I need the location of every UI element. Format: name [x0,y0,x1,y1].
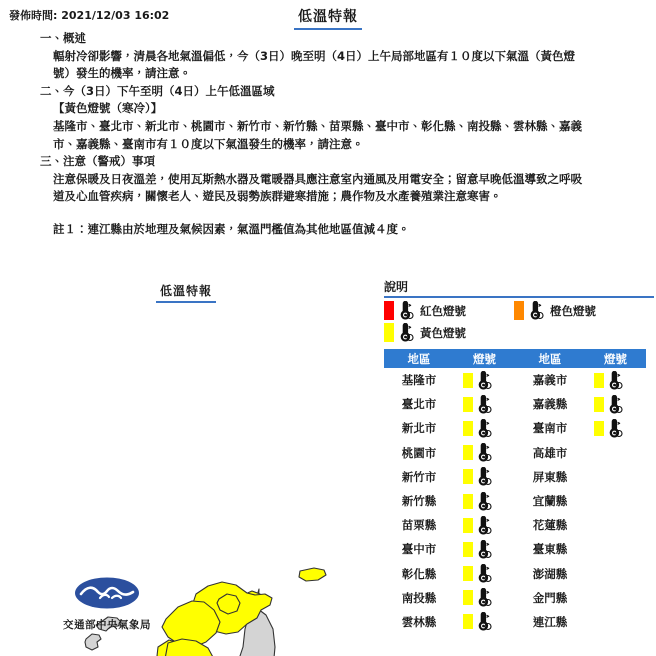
region-name: 屏東縣 [532,469,568,484]
section3-heading: 三、注意（警戒）事項 [40,154,155,169]
section1-heading: 一、概述 [40,31,86,45]
region-signal [454,588,515,607]
table-row [384,586,515,610]
legend-label-orange: 橙色燈號 [550,303,596,318]
section3-line2: 道及心血管疾病，關懷老人、遊民及弱勢族群避寒措施；農作物及水產養殖業注意寒害。 [53,189,502,204]
table-row [384,416,515,440]
region-name: 高雄市 [532,445,568,460]
region-signal [454,564,515,583]
thermometer-icon [475,395,492,414]
table-row [515,368,646,392]
report-note-1: 註１：連江縣由於地理及氣候因素，氣溫門檻值為其他地區值減４度。 [53,221,410,236]
signal-swatch [463,494,473,509]
section3-line1: 注意保暖及日夜溫差，使用瓦斯熱水器及電暖器具應注意室內通風及用電安全；留意早晚低溫導致之呼吸 [53,171,582,186]
signal-swatch [463,518,473,533]
table-row [384,392,515,416]
table-row [384,465,515,489]
table-row [515,416,646,440]
legend-swatch-yellow [384,323,394,342]
legend-label-yellow: 黃色燈號 [420,325,466,340]
table-row [515,489,646,513]
region-name: 臺北市 [401,397,437,412]
column-header-region: 地區 [407,351,431,366]
table-row [384,513,515,537]
region-name: 連江縣 [532,614,568,629]
table-row [515,537,646,561]
page-title-text: 低溫特報 [294,6,362,30]
region-name: 臺中市 [401,542,437,557]
region-name: 桃園市 [401,445,437,460]
region-name: 花蓮縣 [532,518,568,533]
region-signal [454,467,515,486]
report-body [40,30,640,239]
signal-swatch [463,373,473,388]
thermometer-icon [475,443,492,462]
region-signal [585,419,646,438]
thermometer-icon [475,492,492,511]
region-signal [585,395,646,414]
signal-swatch [463,397,473,412]
table-row [515,441,646,465]
thermometer-icon [475,612,492,631]
region-name: 金門縣 [532,590,568,605]
region-name: 澎湖縣 [532,566,568,581]
table-row [515,392,646,416]
region-signal [454,492,515,511]
region-name: 臺東縣 [532,542,568,557]
map-region-keelung-islets [299,568,326,581]
region-name: 嘉義市 [532,373,568,388]
signal-swatch [594,397,604,412]
table-row [515,513,646,537]
region-signal [454,371,515,390]
legend-heading: 說明 [384,280,409,294]
report-text-panel [0,0,656,238]
region-table-left [384,349,515,634]
map-panel [0,275,372,656]
thermometer-icon [606,395,623,414]
signal-swatch [594,421,604,436]
region-name: 宜蘭縣 [532,494,568,509]
table-row [384,368,515,392]
region-signal [454,540,515,559]
legend-item-red [384,301,466,320]
thermometer-icon [475,419,492,438]
table-row [384,537,515,561]
table-row [384,441,515,465]
signal-swatch [463,542,473,557]
table-row [515,586,646,610]
region-signal [454,516,515,535]
legend-item-orange [514,301,596,320]
thermometer-icon [475,371,492,390]
section2-line1: 基隆市、臺北市、新北市、桃園市、新竹市、新竹縣、苗栗縣、臺中市、彰化縣、南投縣、雲林縣、嘉義 [53,118,582,133]
signal-swatch [594,373,604,388]
region-signal [454,612,515,631]
signal-swatch [463,469,473,484]
section2-signal: 【黃色燈號（寒冷）】 [53,101,163,116]
table-row [384,489,515,513]
cwb-logo-block [48,574,166,632]
region-name: 南投縣 [401,590,437,605]
region-name: 基隆市 [401,373,437,388]
thermometer-icon [527,301,544,320]
region-signal [454,443,515,462]
publish-time: 發佈時間: 2021/12/03 16:02 [9,9,170,22]
thermometer-icon [397,323,414,342]
legend-label-red: 紅色燈號 [420,303,466,318]
page-title [0,6,656,30]
column-header-signal: 燈號 [473,351,496,366]
signal-swatch [463,590,473,605]
column-header-region: 地區 [538,351,562,366]
region-name: 新竹市 [401,469,437,484]
table-row [515,610,646,634]
region-name: 新竹縣 [401,494,437,509]
cwb-logo-label: 交通部中央氣象局 [63,619,151,631]
thermometer-icon [606,371,623,390]
region-name: 臺南市 [532,421,568,436]
region-name: 雲林縣 [401,614,437,629]
legend-swatch-red [384,301,394,320]
signal-swatch [463,614,473,629]
map-title-text: 低溫特報 [156,282,216,303]
region-signal [585,371,646,390]
table-header-row [384,349,515,368]
section2-heading: 二、今（3日）下午至明（4日）上午低溫區域 [40,83,275,98]
table-row [515,562,646,586]
region-name: 彰化縣 [401,566,437,581]
legend-panel [380,275,656,656]
region-name: 新北市 [401,421,437,436]
region-name: 苗栗縣 [401,518,437,533]
table-header-row [515,349,646,368]
cwb-logo-icon [74,574,140,612]
thermometer-icon [475,588,492,607]
thermometer-icon [397,301,414,320]
signal-swatch [463,445,473,460]
table-row [384,562,515,586]
table-row [515,465,646,489]
region-signal [454,395,515,414]
region-table-right [515,349,646,634]
legend-swatch-orange [514,301,524,320]
thermometer-icon [475,467,492,486]
section1-line1: 輻射冷卻影響，清晨各地氣溫偏低，今（3日）晚至明（4日）上午局部地區有１０度以下氣溫（黃色燈 [53,48,575,63]
section1-line2: 號）發生的機率，請注意。 [53,66,191,81]
region-name: 嘉義縣 [532,397,568,412]
column-header-signal: 燈號 [604,351,627,366]
table-row [384,610,515,634]
map-region-matsu-south [85,634,101,650]
legend-item-yellow [384,323,466,342]
signal-swatch [463,566,473,581]
signal-swatch [463,421,473,436]
thermometer-icon [606,419,623,438]
legend-divider [384,296,654,298]
section2-line2: 市、嘉義縣、臺南市有１０度以下氣溫發生的機率，請注意。 [53,136,364,151]
region-signal [454,419,515,438]
thermometer-icon [475,516,492,535]
thermometer-icon [475,564,492,583]
thermometer-icon [475,540,492,559]
